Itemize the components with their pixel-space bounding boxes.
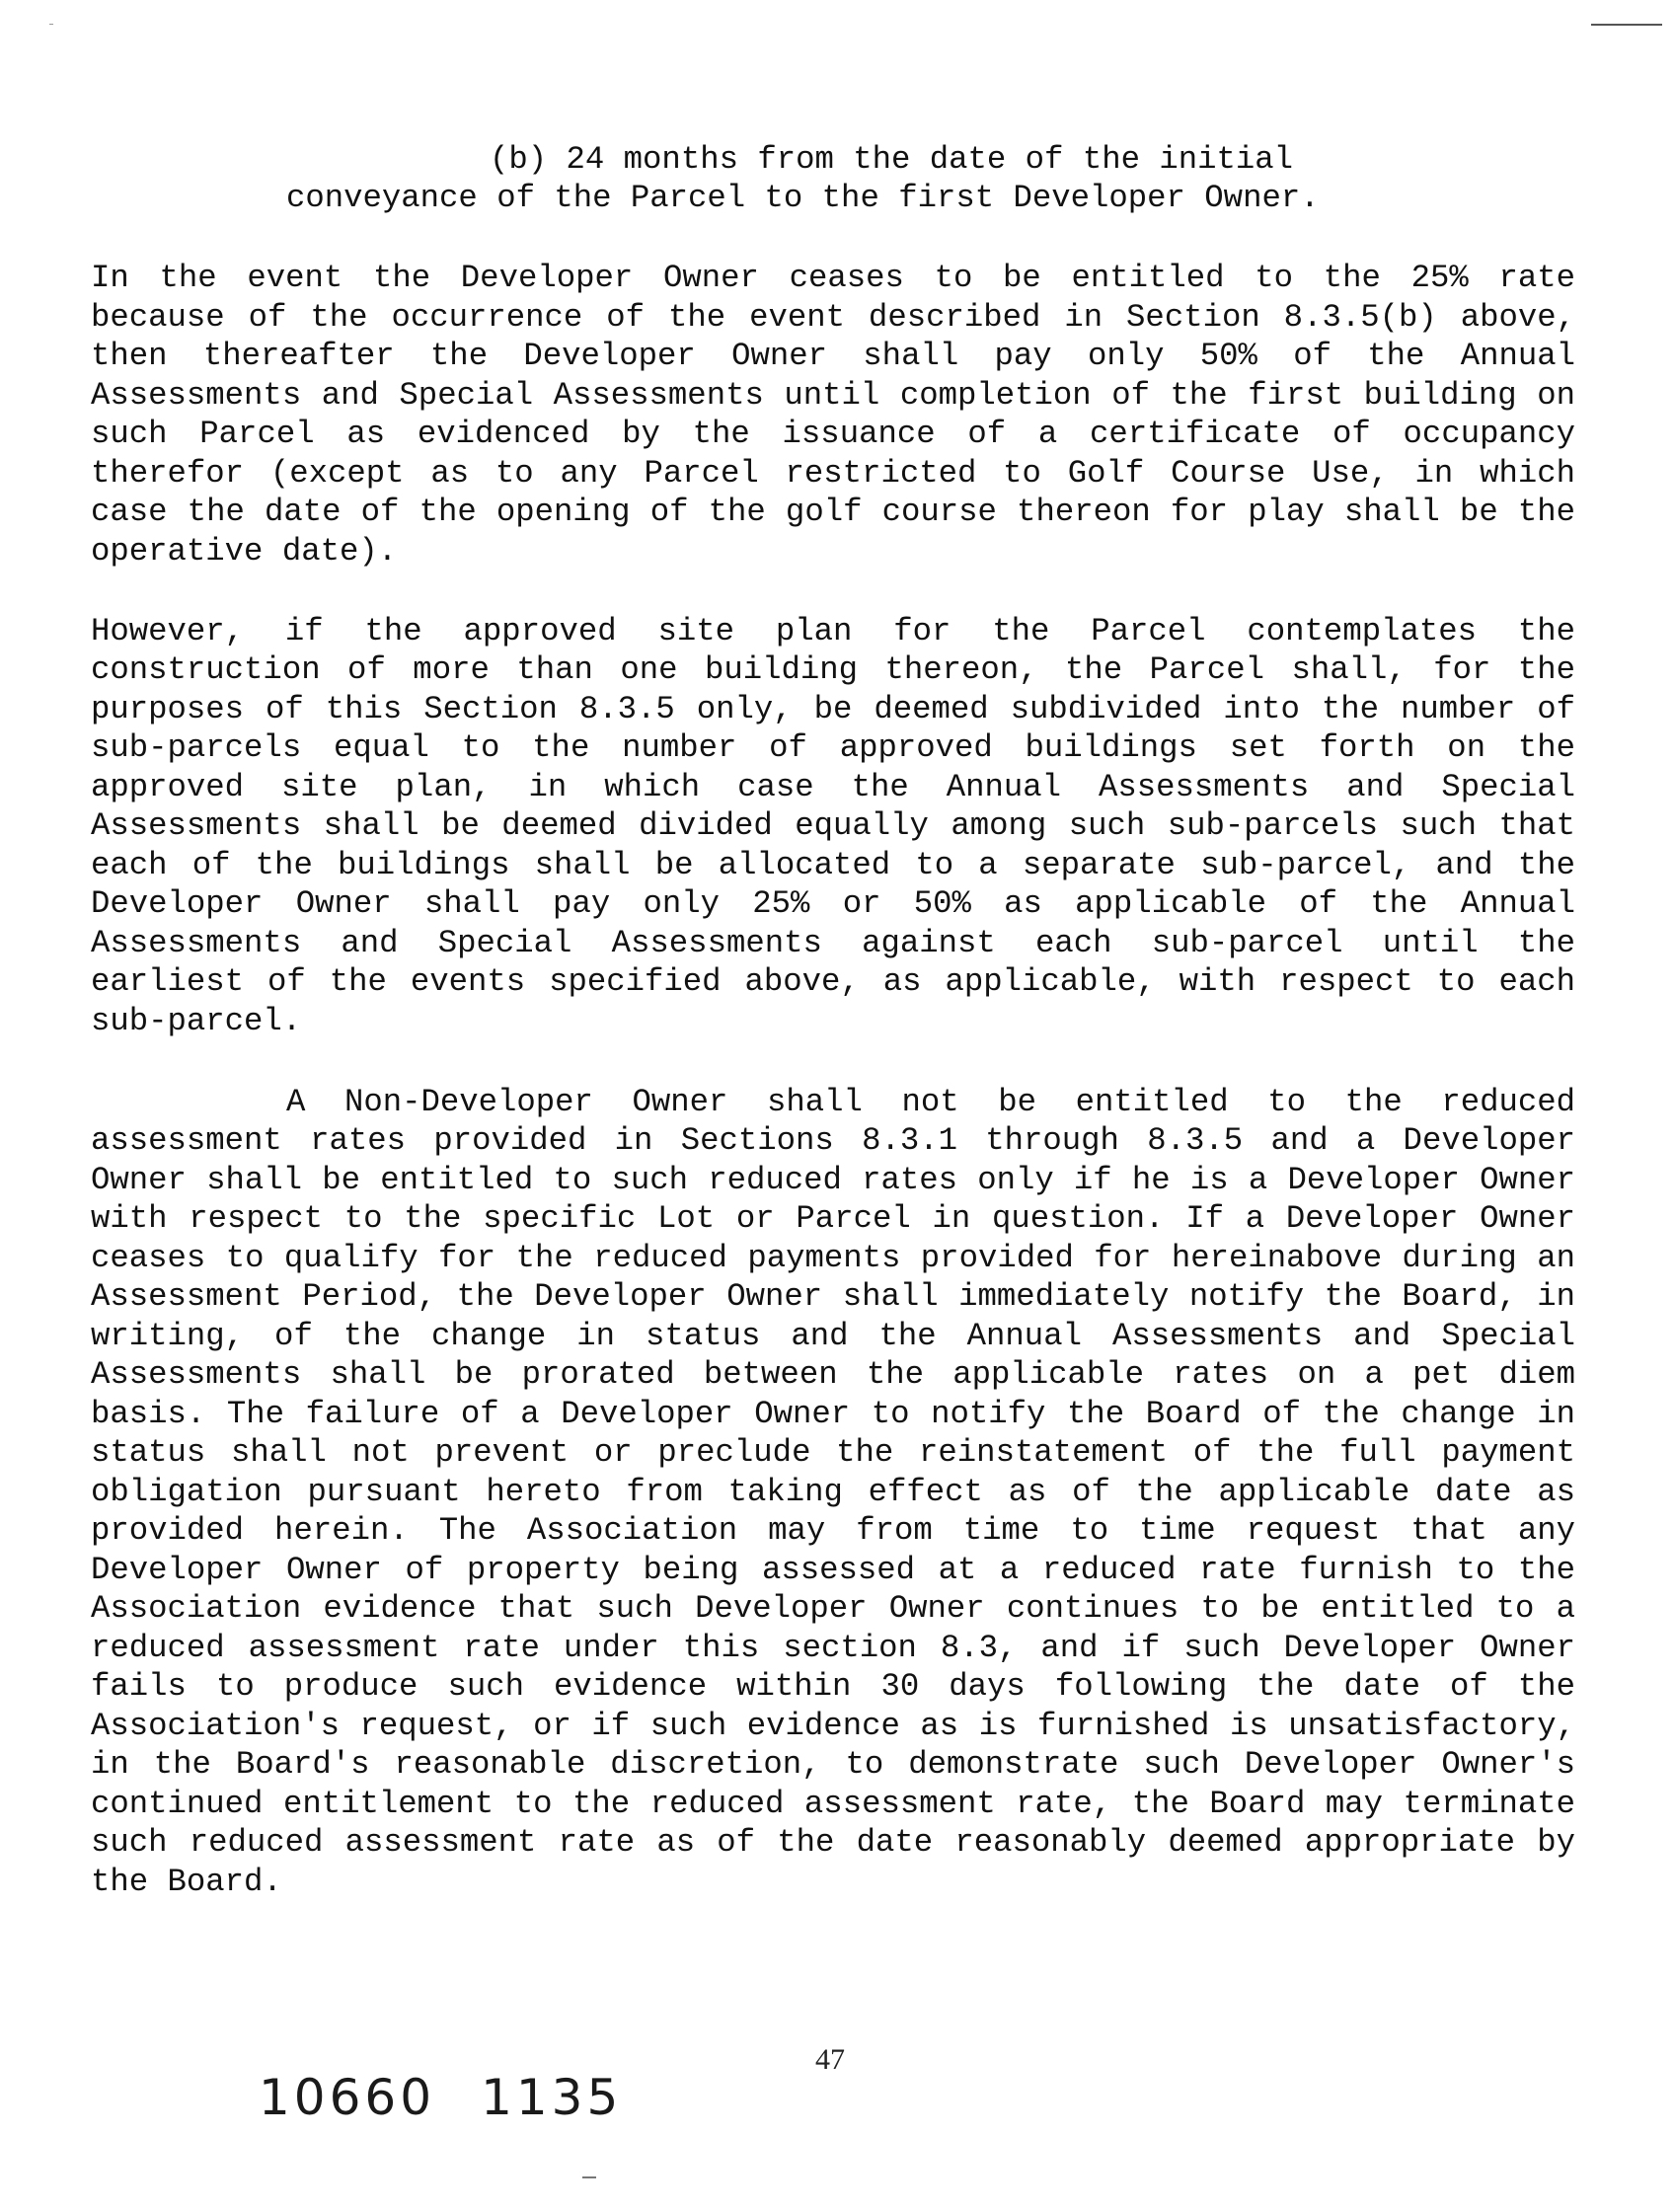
para-however-line: purposes of this Section 8.3.5 only, be deemed subdivided into the number of bbox=[91, 691, 1575, 727]
para-nondeveloper-line: such reduced assessment rate as of the date reasonably deemed appropriate by bbox=[91, 1824, 1575, 1861]
para-nondeveloper-line: Association's request, or if such evidence as is furnished is unsatisfactory, bbox=[91, 1708, 1575, 1744]
para-however-line: sub-parcels equal to the number of approved buildings set forth on the bbox=[91, 729, 1575, 766]
para-nondeveloper-line: Developer Owner of property being assessed at a reduced rate furnish to the bbox=[91, 1552, 1575, 1588]
para-nondeveloper-line: writing, of the change in status and the Annual Assessments and Special bbox=[91, 1318, 1575, 1354]
para-nondeveloper-line: reduced assessment rate under this section 8.3, and if such Developer Owner bbox=[91, 1630, 1575, 1666]
para-event-line: Assessments and Special Assessments until completion of the first building on bbox=[91, 377, 1575, 414]
para-event-line: because of the occurrence of the event described in Section 8.3.5(b) above, bbox=[91, 299, 1575, 336]
para-nondeveloper-line: obligation pursuant hereto from taking effect as of the applicable date as bbox=[91, 1474, 1575, 1510]
para-nondeveloper-line: status shall not prevent or preclude the reinstatement of the full payment bbox=[91, 1434, 1575, 1471]
scan-mark bbox=[582, 2176, 596, 2178]
para-nondeveloper-line: Assessment Period, the Developer Owner shall immediately notify the Board, in bbox=[91, 1278, 1575, 1315]
para-b-line-2: conveyance of the Parcel to the first Developer Owner. bbox=[286, 180, 1320, 216]
recording-page: 1135 bbox=[481, 2069, 623, 2126]
para-event-line: such Parcel as evidenced by the issuance of a certificate of occupancy bbox=[91, 416, 1575, 452]
scan-mark bbox=[1591, 24, 1662, 26]
para-however-line: Assessments and Special Assessments against each sub-parcel until the bbox=[91, 925, 1575, 961]
para-event-line: therefor (except as to any Parcel restricted to Golf Course Use, in which bbox=[91, 455, 1575, 492]
para-however-line: sub-parcel. bbox=[91, 1003, 302, 1039]
recording-stamp bbox=[259, 2069, 667, 2126]
para-event-line: then thereafter the Developer Owner shall pay only 50% of the Annual bbox=[91, 338, 1575, 374]
para-however-line: Assessments shall be deemed divided equally among such sub-parcels such that bbox=[91, 807, 1575, 844]
para-nondeveloper-line: with respect to the specific Lot or Parcel in question. If a Developer Owner bbox=[91, 1200, 1575, 1237]
para-nondeveloper-line: fails to produce such evidence within 30 days following the date of the bbox=[91, 1668, 1575, 1705]
para-nondeveloper-line: provided herein. The Association may from time to time request that any bbox=[91, 1512, 1575, 1549]
para-event-line: In the event the Developer Owner ceases to be entitled to the 25% rate bbox=[91, 260, 1575, 296]
para-nondeveloper-line: basis. The failure of a Developer Owner to notify the Board of the change in bbox=[91, 1396, 1575, 1432]
para-however-line: approved site plan, in which case the Annual Assessments and Special bbox=[91, 769, 1575, 805]
scan-mark bbox=[49, 24, 53, 25]
recording-book: 10660 bbox=[259, 2069, 436, 2126]
para-nondeveloper-line: continued entitlement to the reduced assessment rate, the Board may terminate bbox=[91, 1786, 1575, 1822]
para-b-line-1: (b) 24 months from the date of the initial bbox=[490, 141, 1294, 178]
para-event-line: case the date of the opening of the golf course thereon for play shall be the bbox=[91, 494, 1575, 530]
para-nondeveloper-line: Owner shall be entitled to such reduced rates only if he is a Developer Owner bbox=[91, 1162, 1575, 1198]
para-however-line: each of the buildings shall be allocated to a separate sub-parcel, and the bbox=[91, 847, 1575, 883]
para-event-line: operative date). bbox=[91, 533, 398, 570]
para-nondeveloper-line: Association evidence that such Developer Owner continues to be entitled to a bbox=[91, 1590, 1575, 1627]
para-nondeveloper-line: A Non-Developer Owner shall not be entitled to the reduced bbox=[286, 1084, 1575, 1120]
page-number: 47 bbox=[815, 2043, 845, 2076]
para-nondeveloper-line: the Board. bbox=[91, 1864, 282, 1900]
para-however-line: earliest of the events specified above, as applicable, with respect to each bbox=[91, 963, 1575, 1000]
para-nondeveloper-line: Assessments shall be prorated between the applicable rates on a pet diem bbox=[91, 1356, 1575, 1393]
para-however-line: However, if the approved site plan for the Parcel contemplates the bbox=[91, 613, 1575, 649]
para-however-line: construction of more than one building thereon, the Parcel shall, for the bbox=[91, 651, 1575, 688]
para-nondeveloper-line: assessment rates provided in Sections 8.3.1 through 8.3.5 and a Developer bbox=[91, 1122, 1575, 1159]
para-nondeveloper-line: ceases to qualify for the reduced payments provided for hereinabove during an bbox=[91, 1240, 1575, 1276]
para-however-line: Developer Owner shall pay only 25% or 50% as applicable of the Annual bbox=[91, 885, 1575, 922]
para-nondeveloper-line: in the Board's reasonable discretion, to demonstrate such Developer Owner's bbox=[91, 1746, 1575, 1783]
